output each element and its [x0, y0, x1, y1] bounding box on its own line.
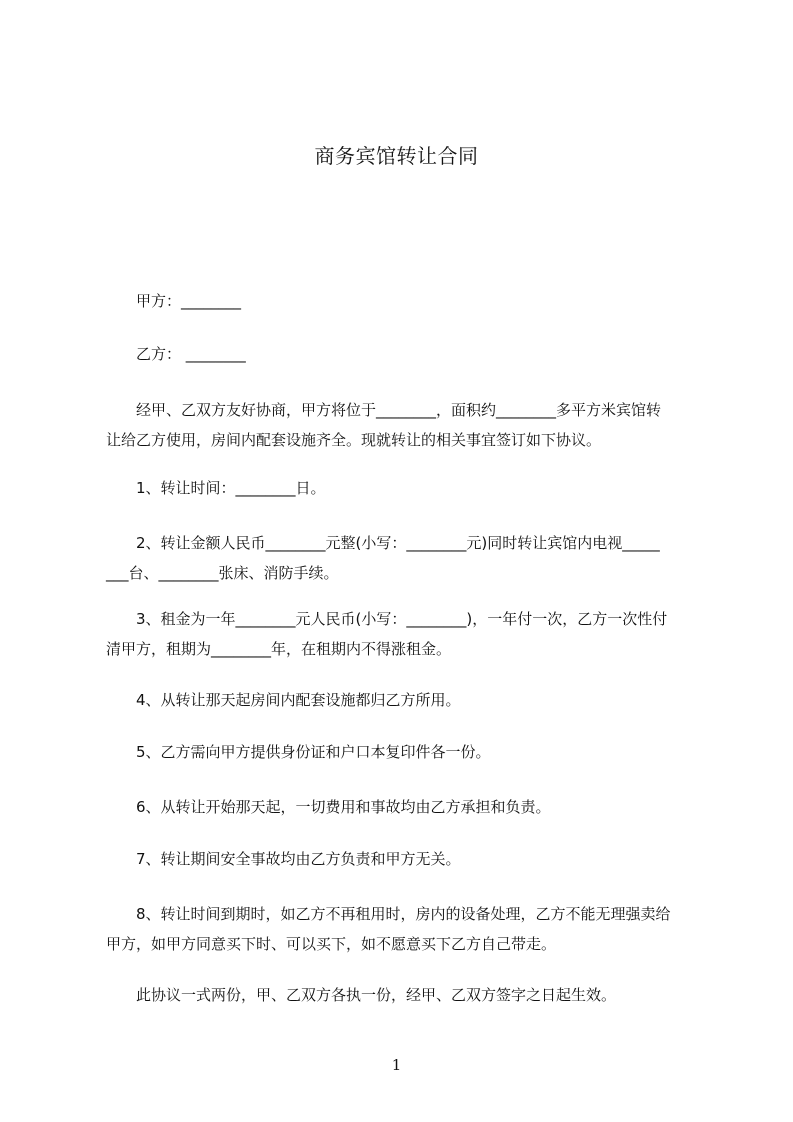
party-b-line: 乙方： ________ [136, 345, 246, 363]
clause-7: 7、转让期间安全事故均由乙方负责和甲方无关。 [136, 850, 461, 868]
intro-line-2: 让给乙方使用，房间内配套设施齐全。现就转让的相关事宜签订如下协议。 [106, 431, 602, 449]
intro-paragraph [106, 395, 716, 455]
clause-8-line-1: 8、转让时间到期时，如乙方不再租用时，房内的设备处理，乙方不能无理强卖给 [136, 905, 671, 923]
clause-3-line-1: 3、租金为一年________元人民币(小写：________)，一年付一次，乙方一次性付 [136, 610, 668, 628]
clause-8-line-2: 甲方，如甲方同意买下时、可以买下，如不愿意买下乙方自己带走。 [106, 935, 557, 953]
clause-2-line-1: 2、转让金额人民币________元整(小写：________元)同时转让宾馆内电视_____ [136, 534, 660, 552]
clause-2-paragraph [106, 528, 716, 588]
clause-5: 5、乙方需向甲方提供身份证和户口本复印件各一份。 [136, 743, 491, 761]
party-a-line: 甲方：________ [136, 292, 242, 310]
clause-6: 6、从转让开始那天起，一切费用和事故均由乙方承担和负责。 [136, 798, 551, 816]
clause-1: 1、转让时间：________日。 [136, 479, 326, 497]
intro-line-1: 经甲、乙双方友好协商，甲方将位于________，面积约________多平方米宾馆转 [136, 401, 662, 419]
closing-statement: 此协议一式两份，甲、乙双方各执一份，经甲、乙双方签字之日起生效。 [136, 986, 617, 1004]
clause-8-paragraph [106, 899, 716, 959]
clause-3-line-2: 清甲方，租期为________年，在租期内不得涨租金。 [106, 640, 452, 658]
clause-3-paragraph [106, 604, 716, 664]
clause-2-line-2: ___台、________张床、消防手续。 [106, 564, 339, 582]
clause-4: 4、从转让那天起房间内配套设施都归乙方所用。 [136, 691, 461, 709]
document-title: 商务宾馆转让合同 [314, 144, 479, 168]
page-number: 1 [391, 1056, 402, 1074]
